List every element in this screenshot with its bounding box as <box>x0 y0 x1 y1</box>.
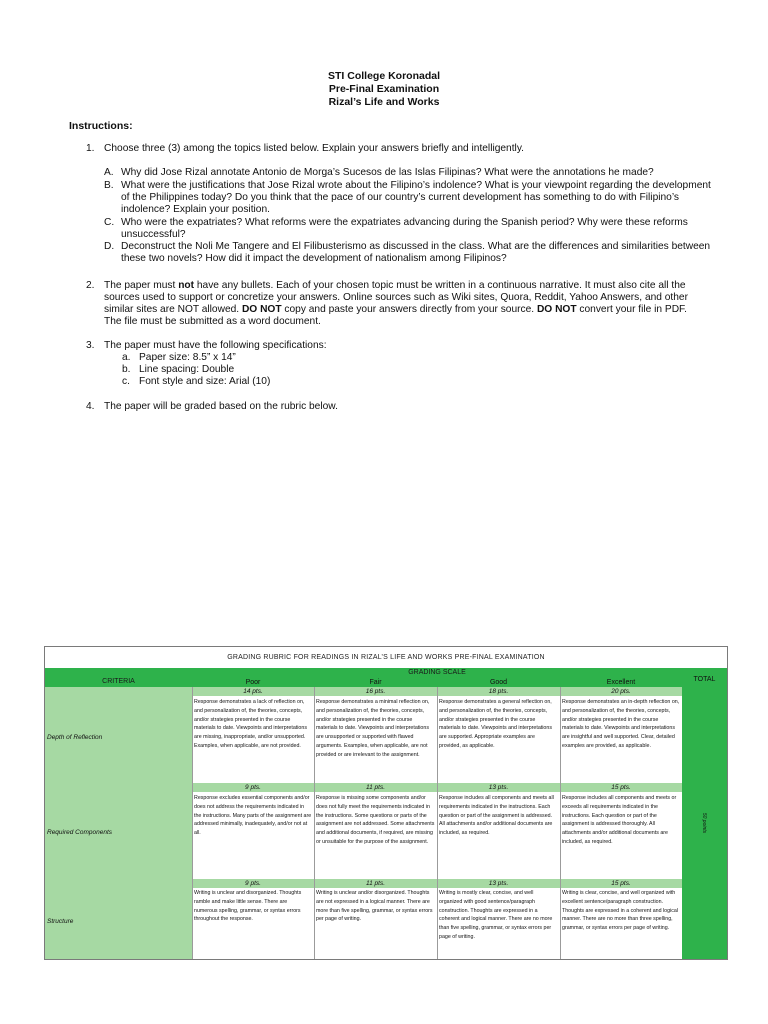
level-excellent: Excellent <box>606 679 636 686</box>
rubric-cell: Response demonstrates a general reflection on, and personalization of, the theories, concepts, and/or strategies presented in the course materials to date. Viewpoints and interpretations are supported. Appropriate examples are provided, as applicable. <box>439 699 552 749</box>
item-text: The paper must have the following specifications: <box>104 340 327 351</box>
topic-text: Why did Jose Rizal annotate Antonio de Morga’s Sucesos de las Islas Filipinas? What were the annotations he made? <box>121 167 654 178</box>
points: 15 pts. <box>611 784 631 791</box>
item-number: 1. <box>86 143 95 154</box>
topic-a <box>104 167 712 179</box>
rubric-cell: Response demonstrates a lack of reflection on, and personalization of, the theories, concepts, and/or strategies presented in the course materials to date. Viewpoints and interpretations are missing, inappropriate, and/or unsupported. Examples, when applicable, are not provided. <box>194 699 307 749</box>
points: 16 pts. <box>365 688 386 695</box>
criterion-required-components: Required Components <box>47 829 113 836</box>
topic-text: Who were the expatriates? What reforms were the expatriates advancing during the Spanish period? Why were these reforms unsuccessful? <box>121 217 688 240</box>
points: 9 pts. <box>245 880 261 887</box>
spec-a: a. Paper size: 8.5” x 14” <box>122 352 236 363</box>
item-text: Choose three (3) among the topics listed below. Explain your answers briefly and intelligently. <box>104 143 524 154</box>
item-text: The paper must not have any bullets. Each of your chosen topic must be written in a continuous narrative. It must also cite all the sources used to support or concretize your answers. Online sources such as Wiki sites, Quora, Reddit, Yahoo Answers, and other similar sites are NOT allowed. DO NOT copy and paste your answers directly from your source. DO NOT convert your file in PDF. The file must be submitted as a word document. <box>104 280 688 327</box>
points: 14 pts. <box>243 688 263 695</box>
points: 15 pts. <box>611 880 631 887</box>
instruction-item-4 <box>86 401 706 413</box>
topic-text: Deconstruct the Noli Me Tangere and El Filibusterismo as discussed in the class. What are the differences and similarities between these two novels? How did it impact the development of nationalism among Filipinos? <box>121 241 711 264</box>
emphasis-do-not: DO NOT <box>536 304 577 315</box>
rubric-cell: Response demonstrates an in-depth reflection on, and personalization of, the theories, concepts, and/or strategies presented in the course materials to date. Viewpoints and interpretations are insightful and well supported. Clear, detailed examples are provided, as applicable. <box>562 699 680 749</box>
points: 11 pts. <box>365 784 386 791</box>
rubric-cell: Writing is clear, concise, and well organized with excellent sentence/paragraph construction. Thoughts are expressed in a coherent and logical manner. There are no more than three spelling, grammar, or syntax errors per page of writing. <box>562 890 679 932</box>
school-name: STI College Koronadal <box>327 70 440 82</box>
topic-text: What were the justifications that Jose Rizal wrote about the Filipino’s indolence? What is your viewpoint regarding the development of the Philippines today? Do you think that the pace of our country’s current development has something to do with Filipino’s indolence? Explain your position. <box>121 180 711 215</box>
spec-b: b. Line spacing: Double <box>122 364 235 375</box>
topic-d <box>104 241 712 265</box>
level-good: Good <box>489 679 508 686</box>
instruction-item-3 <box>86 340 706 352</box>
rubric-cell: Writing is unclear and/or disorganized. Thoughts are not expressed in a logical manner. There are more than five spelling, grammar, or syntax errors per page of writing. <box>316 890 433 923</box>
criterion-depth-of-reflection: Depth of Reflection <box>47 734 103 741</box>
grading-rubric <box>44 646 728 960</box>
document-header <box>0 70 768 109</box>
emphasis-do-not: DO NOT <box>241 304 282 315</box>
item-number: 4. <box>86 401 95 412</box>
grading-scale-header: GRADING SCALE <box>192 668 682 678</box>
total-header: TOTAL <box>693 676 716 683</box>
points: 13 pts. <box>488 880 509 887</box>
rubric-cell: Writing is unclear and disorganized. Thoughts ramble and make little sense. There are numerous spelling, grammar, or syntax errors throughout the response. <box>194 890 302 923</box>
total-points: 50 points <box>701 812 707 834</box>
topic-letter: C. <box>104 217 115 228</box>
item-number: 3. <box>86 340 95 351</box>
topic-letter: D. <box>104 241 115 252</box>
rubric-cell: Writing is mostly clear, concise, and well organized with good sentence/paragraph construction. Thoughts are expressed in a coherent and logical manner. There are no more than five spelling, grammar, or syntax errors per page of writing. <box>439 890 553 940</box>
rubric-cell: Response includes all components and meets all requirements indicated in the instructions. Each question or part of the assignment is addressed. All attachments and/or additional documents are included, as required. <box>439 795 554 837</box>
instruction-item-2 <box>86 280 706 328</box>
instructions-label: Instructions: <box>69 120 133 132</box>
level-poor: Poor <box>245 679 261 686</box>
course-name: Rizal’s Life and Works <box>328 96 440 108</box>
rubric-cell: Response includes all components and meets or exceeds all requirements indicated in the instructions. Each question or part of the assignment is addressed thoroughly. All attachments and/or additional documents are included, as required. <box>562 795 677 845</box>
exam-name: Pre-Final Examination <box>328 83 440 95</box>
item-number: 2. <box>86 280 95 291</box>
topic-b <box>104 180 712 216</box>
rubric-cell: Response excludes essential components and/or does not address the requirements indicated in the instructions. Many parts of the assignment are addressed minimally, inadequately, and/or not at all. <box>194 795 312 837</box>
level-fair: Fair <box>369 679 382 686</box>
emphasis-not: not <box>178 280 195 291</box>
criteria-header: CRITERIA <box>45 677 192 687</box>
rubric-cell: Response demonstrates a minimal reflection on, and personalization of, the theories, concepts, and/or strategies presented in the course materials to date. Viewpoints and interpretations are unsupported or supported with flawed arguments. Examples, when applicable, are not provided or are irrelevant to the assignment. <box>316 699 430 758</box>
instruction-item-1 <box>86 143 706 155</box>
points: 20 pts. <box>611 688 631 695</box>
rubric-cell: Response is missing some components and/or does not fully meet the requirements indicated in the instructions. Some questions or parts of the assignment are not addressed. Some attachments and additional documents, if required, are missing or unsuitable for the purpose of the assignment. <box>316 795 435 845</box>
spec-c: c. Font style and size: Arial (10) <box>122 376 271 387</box>
topic-letter: B. <box>104 180 114 191</box>
criterion-structure: Structure <box>47 918 74 925</box>
topic-letter: A. <box>104 167 114 178</box>
points: 13 pts. <box>488 784 509 791</box>
points: 11 pts. <box>365 880 386 887</box>
points: 9 pts. <box>245 784 261 791</box>
item-text: The paper will be graded based on the rubric below. <box>104 401 338 412</box>
points: 18 pts. <box>488 688 509 695</box>
topic-c <box>104 217 712 241</box>
rubric-title: GRADING RUBRIC FOR READINGS IN RIZAL’S LIFE AND WORKS PRE-FINAL EXAMINATION <box>227 654 545 661</box>
